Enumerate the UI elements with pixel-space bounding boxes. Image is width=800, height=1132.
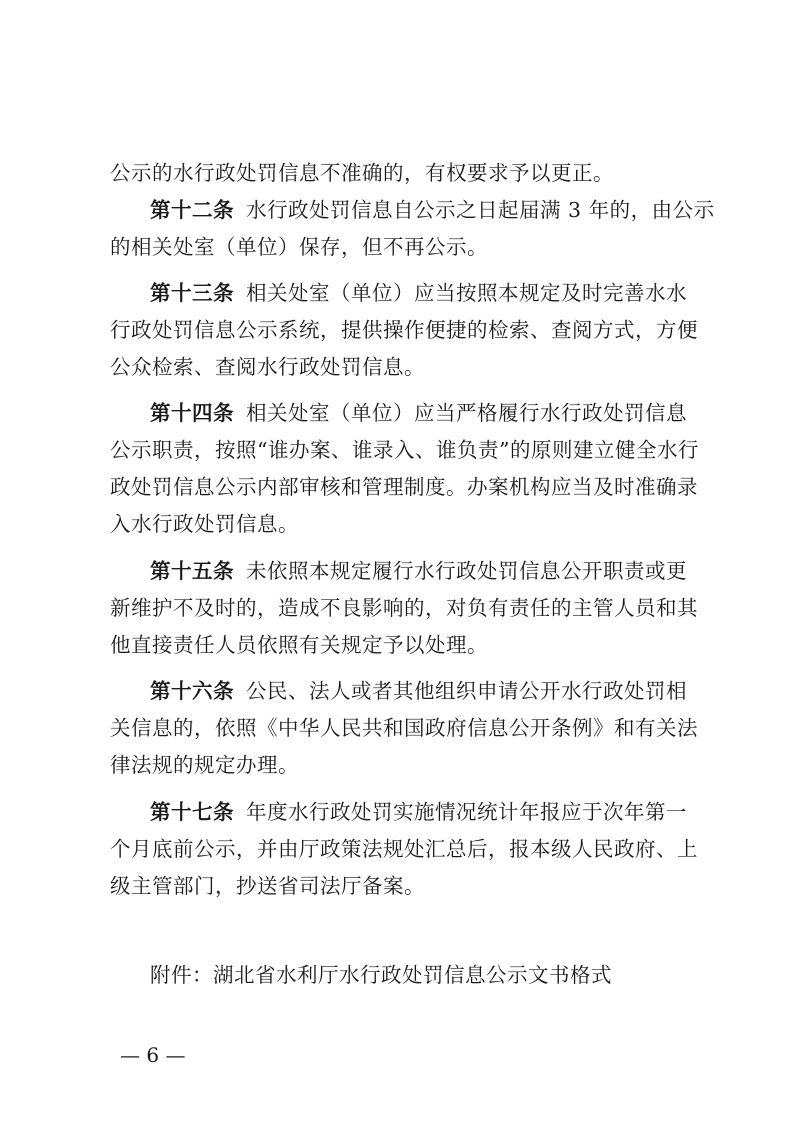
article-15-first-line [150,556,750,586]
paragraph-line: 公民、法人或者其他组织申请公开水行政处罚相 [246,679,687,703]
paragraph-line: 公众检索、查阅水行政处罚信息。 [110,355,425,379]
paragraph-line: 关信息的，依照《中华人民共和国政府信息公开条例》和有关法 [110,716,698,740]
article-16-first-line [150,676,750,706]
paragraph-line: 公示的水行政处罚信息不准确的，有权要求予以更正。 [110,161,614,185]
paragraph-line: 相关处室（单位）应当按照本规定及时完善水水 [246,281,687,305]
article-17-first-line [150,797,750,827]
paragraph-line: 未依照本规定履行水行政处罚信息公开职责或更 [246,559,687,583]
paragraph-line: 相关处室（单位）应当严格履行水行政处罚信息 [246,401,687,425]
article-14-heading: 第十四条 [150,401,234,425]
paragraph-line: 的相关处室（单位）保存，但不再公示。 [110,235,488,259]
paragraph-line: 入水行政处罚信息。 [110,512,299,536]
paragraph-line: 水行政处罚信息自公示之日起届满 3 年的，由公示 [246,198,715,222]
paragraph-line: 个月底前公示，并由厅政策法规处汇总后，报本级人民政府、上 [110,837,698,861]
page-number: — 6 — [120,1043,186,1067]
article-14-first-line [150,398,750,428]
paragraph-line: 他直接责任人员依照有关规定予以处理。 [110,633,488,657]
article-17-heading: 第十七条 [150,800,234,824]
article-12-heading: 第十二条 [150,198,234,222]
paragraph-line: 律法规的规定办理。 [110,753,299,777]
article-15-heading: 第十五条 [150,559,234,583]
article-16-heading: 第十六条 [150,679,234,703]
paragraph-line: 年度水行政处罚实施情况统计年报应于次年第一 [246,800,687,824]
paragraph-line: 行政处罚信息公示系统，提供操作便捷的检索、查阅方式，方便 [110,318,698,342]
paragraph-line: 新维护不及时的，造成不良影响的，对负有责任的主管人员和其 [110,596,698,620]
article-12-first-line [150,195,750,225]
attachment-line: 附件：湖北省水利厅水行政处罚信息公示文书格式 [150,963,612,987]
paragraph-line: 公示职责，按照“谁办案、谁录入、谁负责”的原则建立健全水行 [110,438,699,462]
paragraph-line: 级主管部门，抄送省司法厅备案。 [110,874,425,898]
paragraph-line: 政处罚信息公示内部审核和管理制度。办案机构应当及时准确录 [110,475,698,499]
article-13-heading: 第十三条 [150,281,234,305]
article-13-first-line [150,278,750,308]
